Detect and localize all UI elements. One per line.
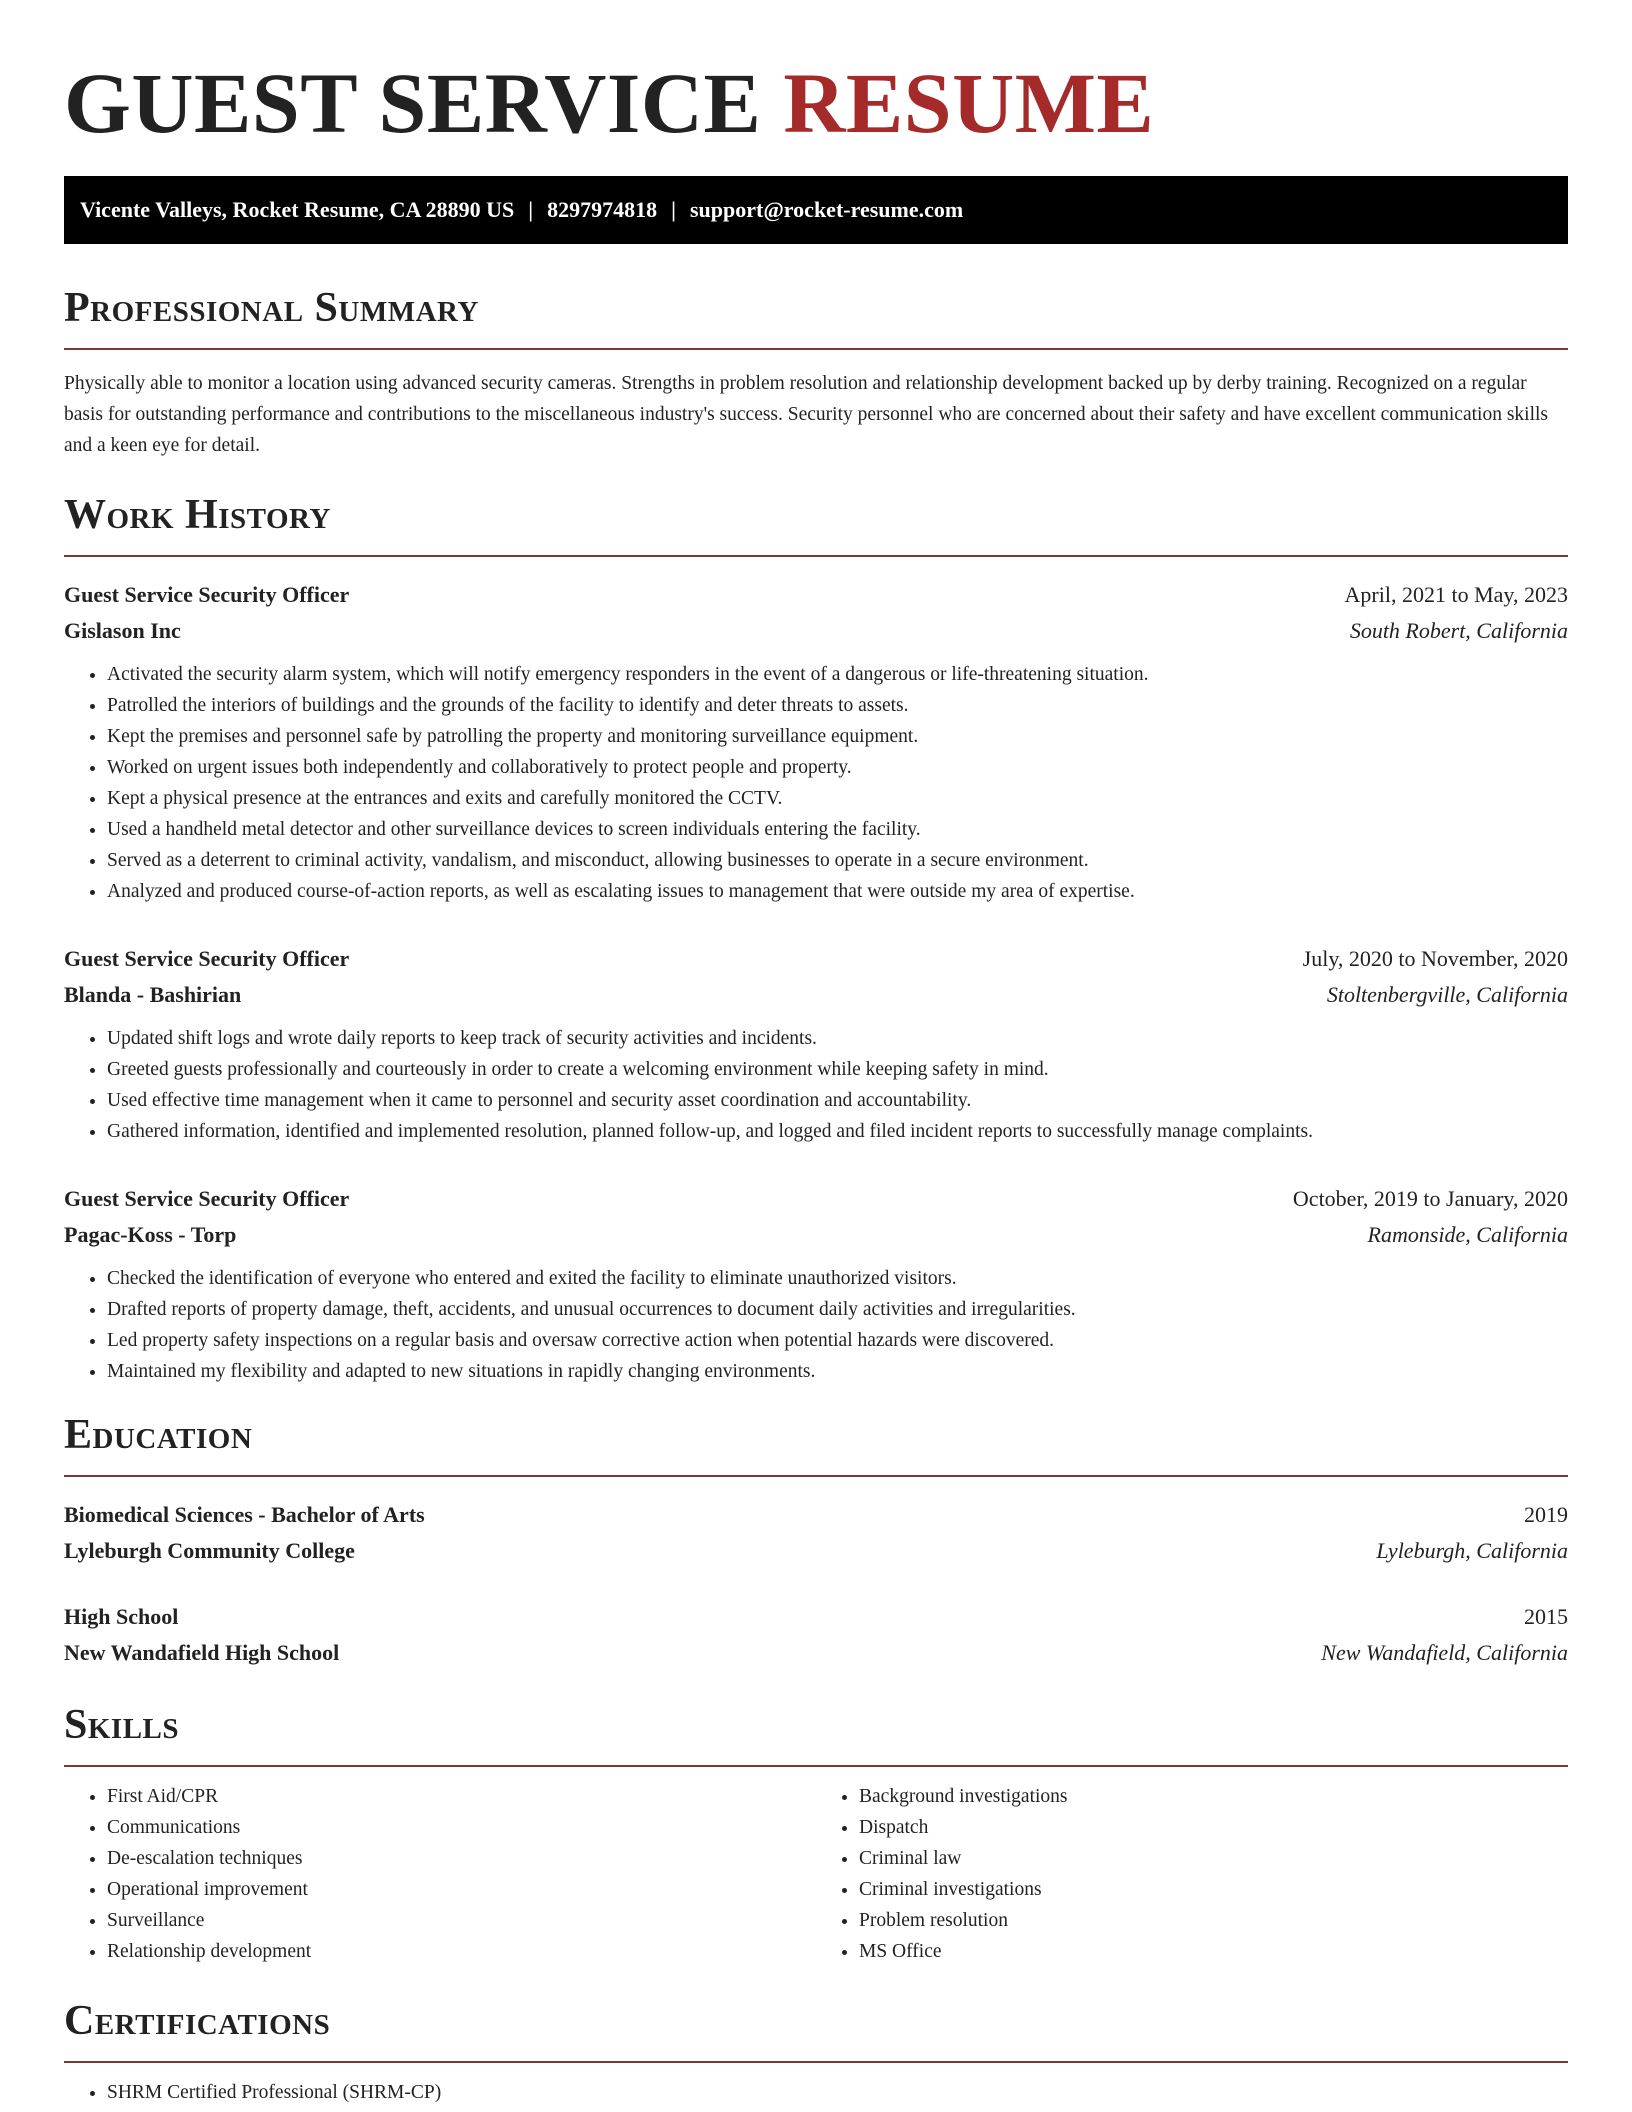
contact-phone: 8297974818: [547, 197, 658, 222]
list-item: • Kept the premises and personnel safe by patrolling the property and monitoring surveillance equipment.: [107, 721, 1568, 752]
summary-text: Physically able to monitor a location using advanced security cameras. Strengths in problem resolution and relationship development backed up by derby training. Recognized on a regular basis for outstanding performance and contributions to the miscellaneous industry's success. Security personnel who are concerned about their safety and have excellent communication skills and a keen eye for detail.: [64, 373, 1549, 456]
job-entry: [64, 577, 1568, 907]
job-company: Pagac-Koss - Torp: [64, 1222, 237, 1247]
list-item: • Gathered information, identified and implemented resolution, planned follow-up, and logged and filed incident reports to successfully manage complaints.: [107, 1116, 1568, 1147]
list-item: • Surveillance: [107, 1905, 816, 1936]
skills-list-left: [64, 1781, 816, 1967]
skills-list-right: [816, 1781, 1568, 1967]
list-item: • Checked the identification of everyone who entered and exited the facility to eliminate unauthorized visitors.: [107, 1263, 1568, 1294]
section-title-education: Education: [64, 1412, 253, 1458]
education-location: Lyleburgh, California: [1376, 1538, 1568, 1563]
list-item: • Greeted guests professionally and courteously in order to create a welcoming environment while keeping safety in mind.: [107, 1054, 1568, 1085]
education-entry: [64, 1497, 1568, 1569]
list-item: • Updated shift logs and wrote daily reports to keep track of security activities and incidents.: [107, 1023, 1568, 1054]
certifications-section: [64, 1995, 1568, 2108]
list-item: • Dispatch: [859, 1812, 1568, 1843]
list-item: • Communications: [107, 1812, 816, 1843]
section-title-work: Work History: [64, 492, 331, 538]
work-history-section: [64, 489, 1568, 1387]
job-entry: [64, 1181, 1568, 1387]
skills-section: [64, 1699, 1568, 1967]
list-item: • Kept a physical presence at the entrances and exits and carefully monitored the CCTV.: [107, 783, 1568, 814]
section-divider: [64, 2061, 1568, 2063]
list-item: • MS Office: [859, 1936, 1568, 1967]
list-item: • Criminal investigations: [859, 1874, 1568, 1905]
contact-separator: |: [528, 197, 534, 222]
list-item: • Relationship development: [107, 1936, 816, 1967]
section-title-certifications: Certifications: [64, 1998, 331, 2044]
list-item: • Drafted reports of property damage, theft, accidents, and unusual occurrences to document daily activities and irregularities.: [107, 1294, 1568, 1325]
section-title-summary: Professional Summary: [64, 285, 479, 331]
job-dates: October, 2019 to January, 2020: [1292, 1186, 1568, 1211]
education-section: [64, 1409, 1568, 1671]
contact-email: support@rocket-resume.com: [689, 197, 964, 222]
title-main: GUEST SERVICE: [64, 55, 762, 151]
job-dates: July, 2020 to November, 2020: [1302, 946, 1568, 971]
list-item: • Background investigations: [859, 1781, 1568, 1812]
list-item: • Problem resolution: [859, 1905, 1568, 1936]
title-accent: RESUME: [783, 55, 1155, 151]
list-item: • First Aid/CPR: [107, 1781, 816, 1812]
education-location: New Wandafield, California: [1321, 1640, 1568, 1665]
list-item: • Worked on urgent issues both independently and collaboratively to protect people and property.: [107, 752, 1568, 783]
section-title-skills: Skills: [64, 1702, 180, 1748]
section-divider: [64, 348, 1568, 350]
list-item: • Activated the security alarm system, which will notify emergency responders in the event of a dangerous or life-threatening situation.: [107, 659, 1568, 690]
contact-address: Vicente Valleys, Rocket Resume, CA 28890 US: [80, 197, 515, 222]
skills-columns: [64, 1781, 1568, 1967]
job-role: Guest Service Security Officer: [64, 946, 350, 971]
education-school: Lyleburgh Community College: [64, 1538, 355, 1563]
job-location: Stoltenbergville, California: [1326, 982, 1568, 1007]
education-degree: Biomedical Sciences - Bachelor of Arts: [64, 1502, 425, 1527]
section-divider: [64, 1765, 1568, 1767]
section-divider: [64, 1475, 1568, 1477]
section-divider: [64, 555, 1568, 557]
job-dates: April, 2021 to May, 2023: [1344, 582, 1568, 607]
summary-section: [64, 282, 1568, 461]
contact-separator: |: [671, 197, 676, 222]
list-item: • Analyzed and produced course-of-action reports, as well as escalating issues to management that were outside my area of expertise.: [107, 876, 1568, 907]
education-year: 2019: [1524, 1502, 1568, 1527]
job-location: South Robert, California: [1349, 618, 1568, 643]
education-degree: High School: [64, 1604, 179, 1629]
resume-title: [64, 0, 1568, 176]
certifications-list: [64, 2077, 1568, 2108]
list-item: • Operational improvement: [107, 1874, 816, 1905]
job-bullets: [64, 1023, 1568, 1147]
job-role: Guest Service Security Officer: [64, 582, 350, 607]
list-item: • Patrolled the interiors of buildings and the grounds of the facility to identify and deter threats to assets.: [107, 690, 1568, 721]
job-entry: [64, 941, 1568, 1147]
list-item: • Used a handheld metal detector and other surveillance devices to screen individuals entering the facility.: [107, 814, 1568, 845]
job-bullets: [64, 659, 1568, 907]
list-item: • Led property safety inspections on a regular basis and oversaw corrective action when potential hazards were discovered.: [107, 1325, 1568, 1356]
job-role: Guest Service Security Officer: [64, 1186, 350, 1211]
list-item: • Criminal law: [859, 1843, 1568, 1874]
education-year: 2015: [1524, 1604, 1568, 1629]
contact-bar: [64, 176, 1568, 244]
job-company: Blanda - Bashirian: [64, 982, 242, 1007]
job-company: Gislason Inc: [64, 618, 181, 643]
education-school: New Wandafield High School: [64, 1640, 340, 1665]
job-bullets: [64, 1263, 1568, 1387]
education-entry: [64, 1599, 1568, 1671]
list-item: • SHRM Certified Professional (SHRM-CP): [107, 2077, 1568, 2108]
list-item: • De-escalation techniques: [107, 1843, 816, 1874]
list-item: • Served as a deterrent to criminal activity, vandalism, and misconduct, allowing businesses to operate in a secure environment.: [107, 845, 1568, 876]
list-item: • Used effective time management when it came to personnel and security asset coordination and accountability.: [107, 1085, 1568, 1116]
job-location: Ramonside, California: [1367, 1222, 1568, 1247]
list-item: • Maintained my flexibility and adapted to new situations in rapidly changing environments.: [107, 1356, 1568, 1387]
